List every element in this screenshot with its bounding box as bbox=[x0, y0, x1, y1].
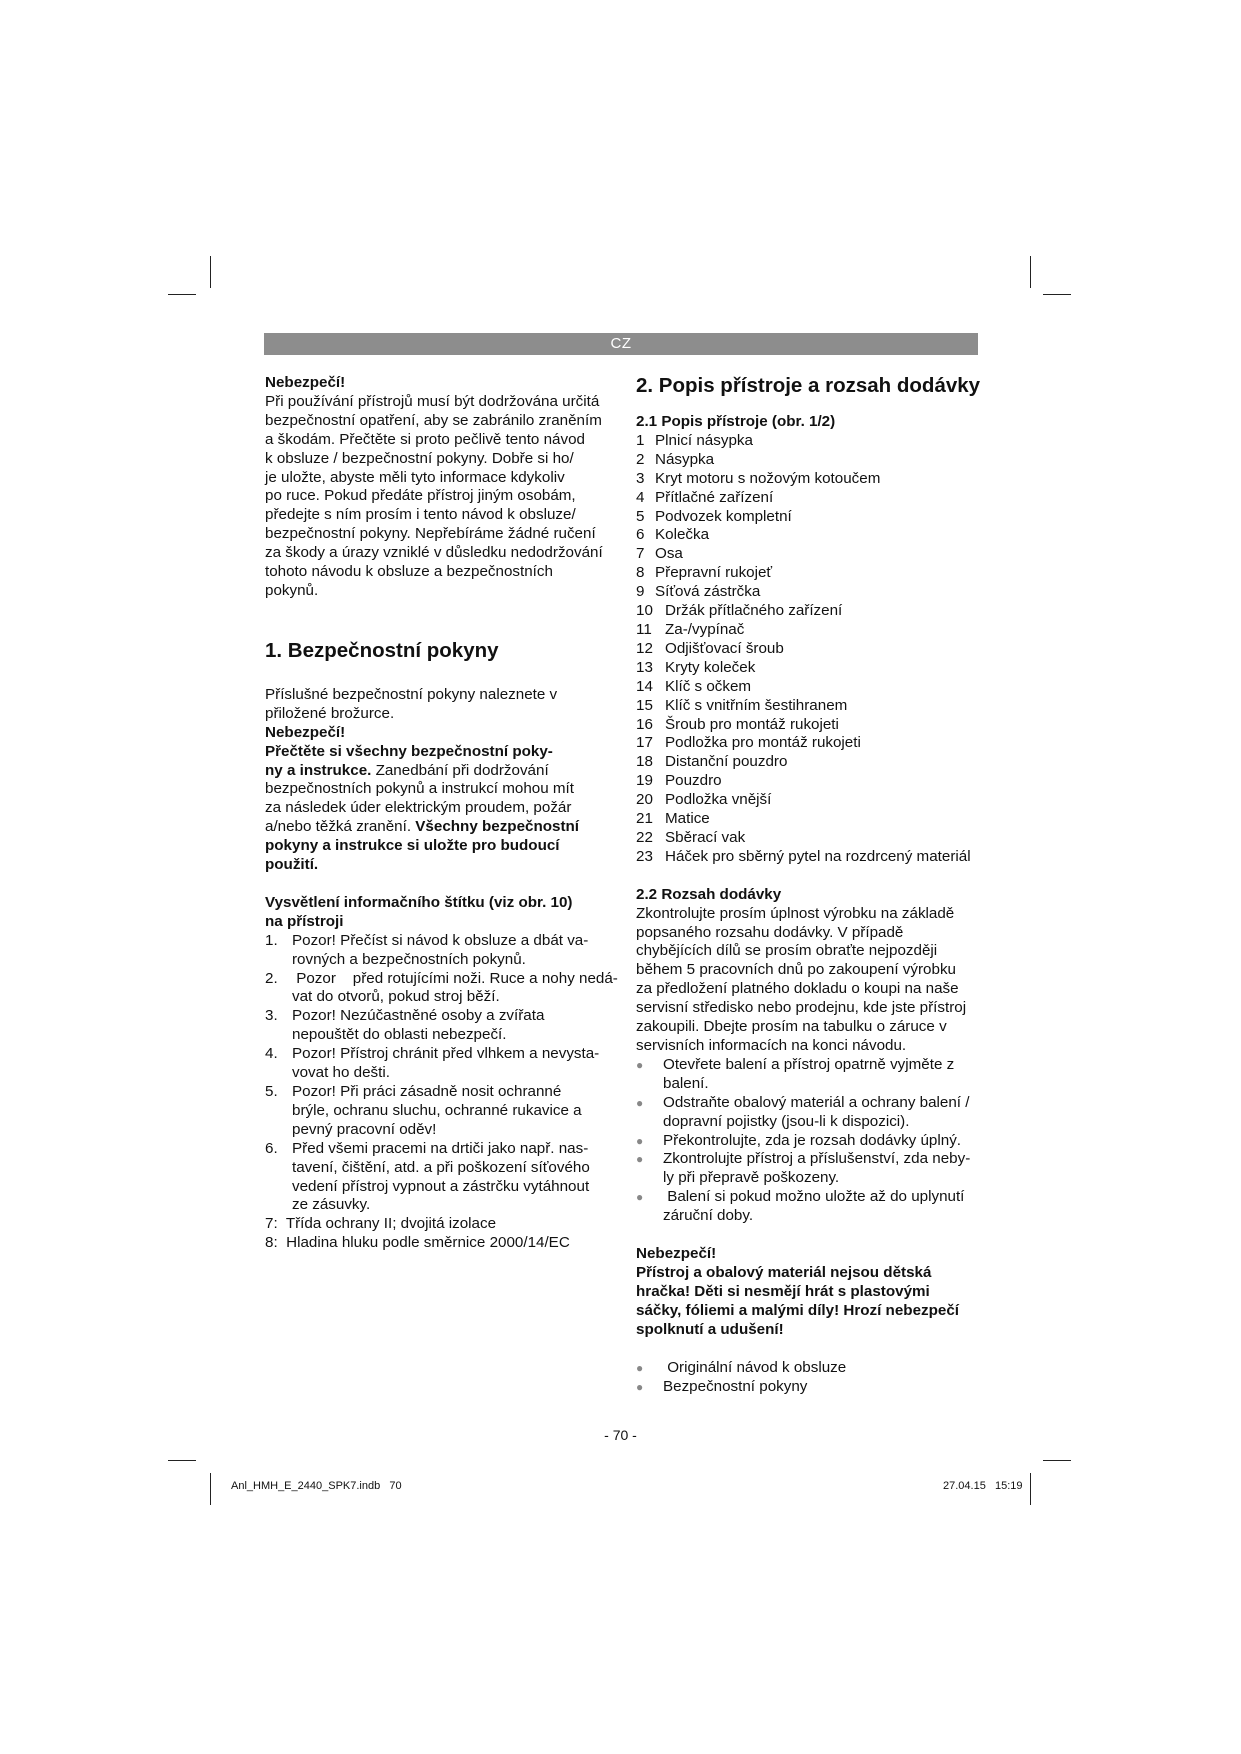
list-item bbox=[265, 1007, 625, 1045]
item-label: Za-/vypínač bbox=[665, 620, 745, 638]
section1-warning-title: Nebezpečí! bbox=[265, 723, 346, 741]
list-item bbox=[636, 526, 986, 545]
text-line: ze zásuvky. bbox=[292, 1196, 371, 1214]
list-item bbox=[636, 678, 986, 697]
item-number: 6 bbox=[636, 526, 645, 544]
text-line: vat do otvorů, pokud stroj běží. bbox=[292, 988, 500, 1006]
list-item bbox=[265, 932, 625, 970]
item-label: Matice bbox=[665, 810, 710, 828]
text-line: rovných a bezpečnostních pokynů. bbox=[292, 950, 526, 968]
item-number: 22 bbox=[636, 828, 653, 846]
item-label: Bezpečnostní pokyny bbox=[663, 1377, 808, 1395]
list-item bbox=[636, 659, 986, 678]
list-item bbox=[265, 1083, 625, 1140]
list-item bbox=[636, 602, 986, 621]
intro-warning-title: Nebezpečí! bbox=[265, 374, 346, 391]
footer-file-name: Anl_HMH_E_2440_SPK7.indb 70 bbox=[231, 1480, 402, 1492]
item-number: 1. bbox=[265, 931, 278, 949]
delivery-contents-list bbox=[636, 1359, 986, 1397]
list-item bbox=[265, 970, 625, 1008]
bold-text: použití. bbox=[265, 856, 319, 874]
item-label: Kryt motoru s nožovým kotoučem bbox=[655, 469, 881, 487]
text-line: bezpečnostních pokynů a instrukcí mohou mít bbox=[265, 780, 574, 798]
item-label: Originální návod k obsluze bbox=[663, 1358, 847, 1376]
text-line: bezpečnostní pokyny. Nepřebíráme žádné ručení bbox=[265, 525, 596, 543]
item-label: Háček pro sběrný pytel na rozdrcený materiál bbox=[665, 847, 971, 865]
text-line: Pozor! Přístroj chránit před vlhkem a nevysta- bbox=[292, 1045, 600, 1063]
list-item bbox=[636, 621, 986, 640]
item-number: 2 bbox=[636, 450, 645, 468]
text-line: popsaného rozsahu dodávky. V případě bbox=[636, 923, 904, 941]
item-label: Podložka pro montáž rukojeti bbox=[665, 734, 861, 752]
parts-list bbox=[636, 432, 986, 867]
item-label: Násypka bbox=[655, 450, 715, 468]
text-line: po ruce. Pokud předáte přístroj jiným osobám, bbox=[265, 487, 576, 505]
item-number: 5. bbox=[265, 1083, 278, 1100]
list-item bbox=[636, 1150, 986, 1188]
text-line: zakoupili. Dbejte prosím na tabulku o záruce v bbox=[636, 1018, 947, 1036]
label-item-7: 7: Třída ochrany II; dvojitá izolace bbox=[265, 1215, 497, 1233]
text: a/nebo těžká zranění. bbox=[265, 818, 412, 836]
unpacking-steps-list bbox=[636, 1056, 986, 1226]
item-label: Sběrací vak bbox=[665, 828, 746, 846]
list-item bbox=[636, 734, 986, 753]
text-line: Balení si pokud možno uložte až do uplynutí bbox=[663, 1188, 965, 1206]
text-line: chybějících dílů se prosím obraťte nejpozději bbox=[636, 942, 938, 960]
list-item bbox=[636, 697, 986, 716]
text-line: bezpečnostní opatření, aby se zabránilo zraněním bbox=[265, 411, 602, 429]
list-item bbox=[636, 1056, 986, 1094]
packaging-warning-title: Nebezpečí! bbox=[636, 1245, 717, 1263]
bold-text: pokyny a instrukce si uložte pro budoucí bbox=[265, 837, 560, 855]
text-line: Pozor! Přečíst si návod k obsluze a dbát va- bbox=[292, 931, 589, 949]
bullet-icon: ● bbox=[636, 1133, 644, 1148]
bullet-icon: ● bbox=[636, 1190, 644, 1205]
list-item bbox=[636, 545, 986, 564]
item-number: 19 bbox=[636, 772, 653, 790]
list-item bbox=[636, 432, 986, 451]
intro-warning-text bbox=[265, 393, 625, 601]
item-number: 21 bbox=[636, 810, 653, 828]
text-line: spolknutí a udušení! bbox=[636, 1320, 784, 1338]
item-number: 2. bbox=[265, 969, 278, 987]
item-label: Podvozek kompletní bbox=[655, 507, 792, 525]
text-line: Vysvětlení informačního štítku (viz obr. 10) bbox=[265, 893, 573, 911]
list-item bbox=[636, 1378, 986, 1397]
item-number: 18 bbox=[636, 753, 653, 771]
text-line: pevný pracovní oděv! bbox=[292, 1120, 437, 1138]
list-item bbox=[636, 508, 986, 527]
list-item bbox=[636, 791, 986, 810]
crop-mark bbox=[168, 294, 196, 295]
text-line: Pozor před rotujícími noži. Ruce a nohy nedá- bbox=[292, 969, 618, 987]
text-line: ly při přepravě poškozeny. bbox=[663, 1169, 840, 1187]
item-label: Kolečka bbox=[655, 526, 710, 544]
text-line: Zkontrolujte přístroj a příslušenství, zda neby- bbox=[663, 1150, 971, 1168]
list-item bbox=[636, 829, 986, 848]
list-item bbox=[636, 470, 986, 489]
crop-mark bbox=[210, 256, 211, 288]
list-item bbox=[636, 1359, 986, 1378]
subsection-2-2-title: 2.2 Rozsah dodávky bbox=[636, 885, 782, 903]
item-label: Síťová zástrčka bbox=[655, 583, 761, 601]
label-explanation-list bbox=[265, 932, 625, 1216]
item-number: 13 bbox=[636, 658, 653, 676]
text-line: hračka! Děti si nesmějí hrát s plastovými bbox=[636, 1282, 930, 1300]
item-label: Podložka vnější bbox=[665, 791, 772, 809]
item-number: 3 bbox=[636, 469, 645, 487]
bold-text: ny a instrukce. bbox=[265, 761, 372, 779]
item-number: 11 bbox=[636, 620, 652, 638]
list-item bbox=[636, 564, 986, 583]
crop-mark bbox=[1030, 256, 1031, 288]
item-number: 4. bbox=[265, 1045, 278, 1063]
item-number: 16 bbox=[636, 715, 653, 733]
text-line: servisních informacích na konci návodu. bbox=[636, 1037, 907, 1054]
subsection-2-1-title: 2.1 Popis přístroje (obr. 1/2) bbox=[636, 413, 836, 430]
label-item-8: 8: Hladina hluku podle směrnice 2000/14/EC bbox=[265, 1234, 570, 1252]
crop-mark bbox=[1030, 1473, 1031, 1505]
text-line: tavení, čištění, atd. a při poškození síťového bbox=[292, 1158, 590, 1176]
page-number: - 70 - bbox=[604, 1427, 637, 1443]
item-number: 14 bbox=[636, 677, 653, 695]
list-item bbox=[636, 640, 986, 659]
bold-text: Přečtěte si všechny bezpečnostní poky- bbox=[265, 742, 553, 760]
item-label: Distanční pouzdro bbox=[665, 753, 788, 771]
list-item bbox=[265, 1140, 625, 1216]
item-number: 15 bbox=[636, 696, 653, 714]
packaging-warning-text bbox=[636, 1264, 986, 1340]
text-line: servisní středisko nebo prodejnu, kde jste přístroj bbox=[636, 999, 967, 1017]
item-number: 6. bbox=[265, 1139, 278, 1157]
text-line: a škodám. Přečtěte si proto pečlivě tento návod bbox=[265, 430, 585, 448]
text-line: záruční doby. bbox=[663, 1207, 754, 1225]
list-item bbox=[636, 810, 986, 829]
left-column bbox=[265, 374, 625, 1253]
item-number: 7 bbox=[636, 545, 645, 563]
bullet-icon: ● bbox=[636, 1057, 644, 1072]
text-line: vovat ho dešti. bbox=[292, 1064, 390, 1082]
text-line: je uložte, abyste měli tyto informace kdykoliv bbox=[265, 468, 565, 486]
bullet-icon: ● bbox=[636, 1379, 644, 1394]
list-item bbox=[636, 489, 986, 508]
text-line: Příslušné bezpečnostní pokyny naleznete v bbox=[265, 685, 558, 703]
item-number: 20 bbox=[636, 791, 653, 809]
text-line: pokynů. bbox=[265, 581, 319, 599]
text-line: brýle, ochranu sluchu, ochranné rukavice a bbox=[292, 1101, 582, 1119]
text-line: Při používání přístrojů musí být dodržována určitá bbox=[265, 392, 600, 410]
text: Zanedbání při dodržování bbox=[371, 761, 549, 779]
text-line: vedení přístroj vypnout a zástrčku vytáhnout bbox=[292, 1177, 590, 1195]
text-line: nepouštět do oblasti nebezpečí. bbox=[292, 1026, 507, 1044]
item-number: 10 bbox=[636, 602, 653, 620]
text-line: Pozor! Při práci zásadně nosit ochranné bbox=[292, 1083, 562, 1100]
delivery-scope-text bbox=[636, 905, 986, 1056]
crop-mark bbox=[210, 1473, 211, 1505]
bullet-icon: ● bbox=[636, 1095, 644, 1110]
label-explanation-title bbox=[265, 894, 625, 932]
section1-title: 1. Bezpečnostní pokyny bbox=[265, 638, 499, 662]
item-label: Klíč s vnitřním šestihranem bbox=[665, 696, 848, 714]
list-item bbox=[636, 1132, 986, 1151]
item-label: Pouzdro bbox=[665, 772, 722, 790]
text-line: Otevřete balení a přístroj opatrně vyjměte z bbox=[663, 1055, 955, 1073]
item-number: 23 bbox=[636, 847, 653, 865]
item-number: 4 bbox=[636, 488, 645, 506]
language-label: CZ bbox=[610, 335, 632, 352]
text-line: Zkontrolujte prosím úplnost výrobku na základě bbox=[636, 904, 955, 922]
text-line: Pozor! Nezúčastněné osoby a zvířata bbox=[292, 1007, 545, 1025]
crop-mark bbox=[1043, 294, 1071, 295]
item-label: Šroub pro montáž rukojeti bbox=[665, 715, 839, 733]
text-line: za škody a úrazy vzniklé v důsledku nedodržování bbox=[265, 544, 603, 562]
item-number: 12 bbox=[636, 639, 653, 657]
item-label: Kryty koleček bbox=[665, 658, 756, 676]
bullet-icon: ● bbox=[636, 1360, 644, 1375]
item-label: Osa bbox=[655, 545, 683, 563]
text-line: Přístroj a obalový materiál nejsou dětská bbox=[636, 1263, 932, 1281]
text-line: během 5 pracovních dnů po zakoupení výrobku bbox=[636, 961, 956, 979]
item-number: 17 bbox=[636, 734, 653, 752]
language-header-bar bbox=[264, 333, 978, 355]
list-item bbox=[636, 451, 986, 470]
text-line: předejte s ním prosím i tento návod k obsluze/ bbox=[265, 506, 576, 524]
crop-mark bbox=[1043, 1460, 1071, 1461]
item-number: 1 bbox=[636, 431, 645, 449]
item-number: 8 bbox=[636, 564, 645, 582]
text-line: k obsluze / bezpečnostní pokyny. Dobře si ho/ bbox=[265, 449, 574, 467]
list-item bbox=[636, 716, 986, 735]
section2-title: 2. Popis přístroje a rozsah dodávky bbox=[636, 374, 981, 397]
list-item bbox=[636, 583, 986, 602]
text-line: balení. bbox=[663, 1074, 709, 1092]
list-item bbox=[636, 753, 986, 772]
item-number: 5 bbox=[636, 507, 645, 525]
text-line: dopravní pojistky (jsou-li k dispozici). bbox=[663, 1112, 910, 1130]
item-label: Odjišťovací šroub bbox=[665, 639, 784, 657]
footer-timestamp: 27.04.15 15:19 bbox=[943, 1480, 1023, 1492]
text-line: za předložení platného dokladu o koupi na naše bbox=[636, 980, 959, 998]
text-line: Překontrolujte, zda je rozsah dodávky úplný. bbox=[663, 1131, 962, 1149]
section1-intro bbox=[265, 686, 625, 724]
bold-text: Všechny bezpečnostní bbox=[411, 818, 580, 836]
item-label: Přítlačné zařízení bbox=[655, 488, 774, 506]
text-line: Odstraňte obalový materiál a ochrany balení / bbox=[663, 1093, 970, 1111]
list-item bbox=[636, 1094, 986, 1132]
item-label: Klíč s očkem bbox=[665, 677, 752, 695]
right-column bbox=[636, 374, 986, 1396]
text-line: na přístroji bbox=[265, 912, 344, 930]
item-label: Držák přítlačného zařízení bbox=[665, 602, 843, 620]
list-item bbox=[636, 848, 986, 867]
text-line: tohoto návodu k obsluze a bezpečnostních bbox=[265, 563, 553, 581]
item-label: Přepravní rukojeť bbox=[655, 564, 773, 582]
text-line: přiložené brožurce. bbox=[265, 704, 395, 722]
list-item bbox=[265, 1045, 625, 1083]
section1-warning-text bbox=[265, 743, 625, 875]
item-label: Plnicí násypka bbox=[655, 431, 753, 449]
text-line: sáčky, fóliemi a malými díly! Hrozí nebezpečí bbox=[636, 1301, 959, 1319]
item-number: 9 bbox=[636, 583, 645, 601]
text-line: Před všemi pracemi na drtiči jako např. nas- bbox=[292, 1139, 589, 1157]
list-item bbox=[636, 772, 986, 791]
crop-mark bbox=[168, 1460, 196, 1461]
bullet-icon: ● bbox=[636, 1152, 644, 1167]
text-line: za následek úder elektrickým proudem, požár bbox=[265, 799, 572, 817]
item-number: 3. bbox=[265, 1007, 278, 1025]
list-item bbox=[636, 1188, 986, 1226]
